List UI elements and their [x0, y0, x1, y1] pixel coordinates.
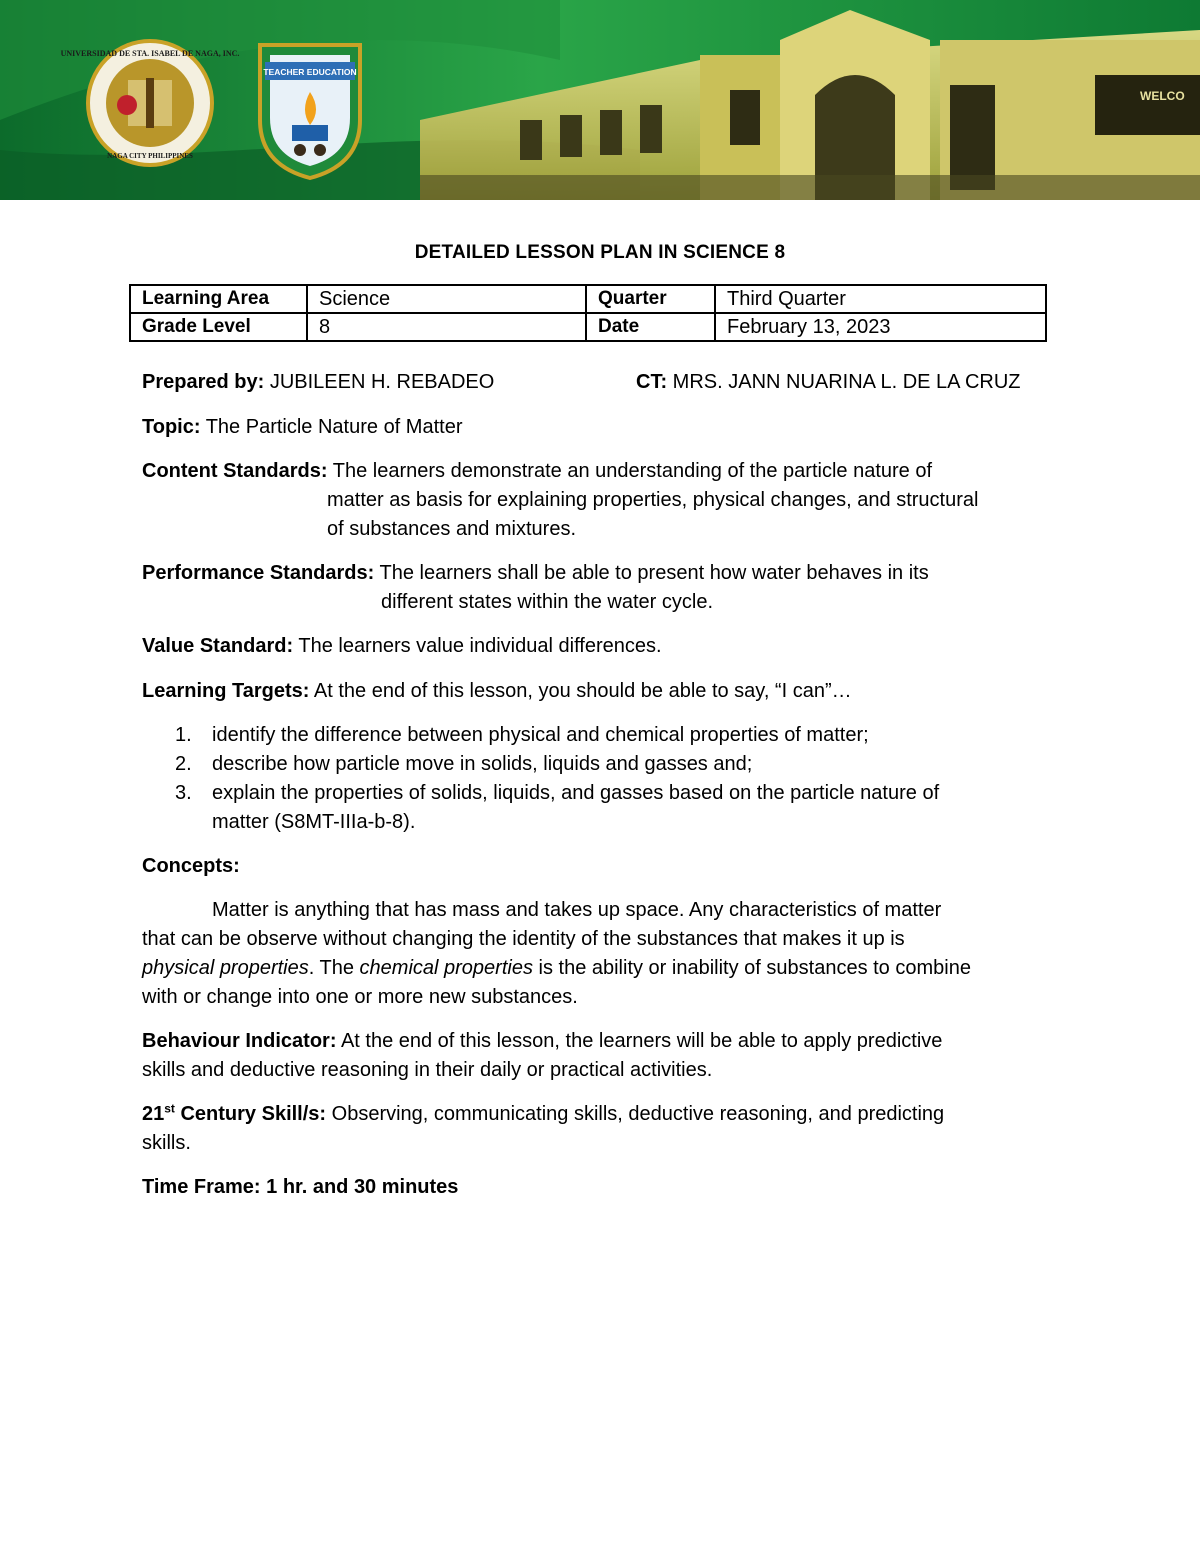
table-cell-label: Quarter — [586, 285, 715, 313]
teacher-education-seal-logo — [260, 45, 360, 178]
building-sign-text: WELCO — [1140, 89, 1185, 103]
concepts-line-3-rest: is the ability or inability of substances to combine — [532, 957, 971, 979]
value-standard-line — [142, 632, 662, 661]
info-table — [129, 284, 1047, 342]
time-frame-line — [142, 1173, 458, 1202]
performance-standards-line — [142, 559, 929, 588]
learning-targets-list — [142, 721, 1042, 837]
list-item-text: identify the difference between physical and chemical properties of matter; — [212, 724, 869, 746]
list-item — [142, 721, 1042, 750]
learning-targets-line — [142, 677, 852, 706]
century-skills-label — [142, 1103, 326, 1125]
list-item-text: explain the properties of solids, liquids, and gasses based on the particle nature of — [212, 782, 940, 804]
ct-value: MRS. JANN NUARINA L. DE LA CRUZ — [667, 371, 1021, 393]
performance-standards-label: Performance Standards: — [142, 562, 375, 584]
topic-label: Topic: — [142, 416, 201, 438]
table-cell-label: Grade Level — [130, 313, 307, 341]
century-number: 21 — [142, 1103, 165, 1125]
table-row — [130, 313, 1046, 341]
list-item-text-continued: matter (S8MT-IIIa-b-8). — [212, 811, 416, 833]
content-standards-label: Content Standards: — [142, 460, 328, 482]
century-skills-line-2: skills. — [142, 1132, 191, 1154]
ct-label: CT: — [636, 371, 668, 393]
behaviour-indicator-text: At the end of this lesson, the learners will be able to apply predictive — [336, 1030, 943, 1052]
century-skills-text: Observing, communicating skills, deductive reasoning, and predicting — [326, 1103, 945, 1125]
document-title: DETAILED LESSON PLAN IN SCIENCE 8 — [414, 242, 786, 263]
concepts-line-3 — [142, 954, 971, 983]
list-item-number: 2. — [175, 753, 192, 775]
time-frame-label: Time Frame: — [142, 1176, 261, 1198]
table-cell-label: Date — [586, 313, 715, 341]
table-cell-value: Science — [307, 285, 586, 313]
topic-value: The Particle Nature of Matter — [200, 416, 463, 438]
list-item-number: 3. — [175, 782, 192, 804]
concepts-term-chemical: chemical properties — [359, 957, 533, 979]
seal-university-name: UNIVERSIDAD DE STA. ISABEL DE NAGA, INC. — [60, 49, 240, 58]
learning-targets-intro: At the end of this lesson, you should be able to say, “I can”… — [309, 680, 852, 702]
value-standard-text: The learners value individual differences. — [293, 635, 662, 657]
table-cell-value: February 13, 2023 — [715, 313, 1046, 341]
concepts-line-4: with or change into one or more new substances. — [142, 986, 578, 1008]
header-banner — [0, 0, 1200, 200]
behaviour-indicator-line-2: skills and deductive reasoning in their daily or practical activities. — [142, 1059, 713, 1081]
concepts-term-physical: physical properties — [142, 957, 309, 979]
prepared-by-label: Prepared by: — [142, 371, 265, 393]
content-standards-text: The learners demonstrate an understanding of the particle nature of — [327, 460, 933, 482]
topic-line — [142, 413, 462, 442]
prepared-by-line — [142, 368, 494, 397]
table-cell-value: 8 — [307, 313, 586, 341]
century-label-text: Century Skill/s: — [174, 1103, 327, 1125]
value-standard-label: Value Standard: — [142, 635, 294, 657]
prepared-by-value: JUBILEEN H. REBADEO — [264, 371, 495, 393]
content-standards-line-2: matter as basis for explaining properties, physical changes, and structural — [327, 489, 979, 511]
content-standards-line — [142, 457, 932, 486]
behaviour-indicator-label: Behaviour Indicator: — [142, 1030, 337, 1052]
seal-university-city: NAGA CITY PHILIPPINES — [107, 152, 193, 160]
table-row — [130, 285, 1046, 313]
list-item — [142, 779, 1042, 837]
learning-targets-label: Learning Targets: — [142, 680, 310, 702]
ct-line — [636, 368, 1021, 397]
performance-standards-line-2: different states within the water cycle. — [381, 591, 714, 613]
list-item-text: describe how particle move in solids, liquids and gasses and; — [212, 753, 753, 775]
banner-graphic — [0, 0, 1200, 200]
seal-college-text: TEACHER EDUCATION — [263, 67, 357, 77]
performance-standards-text: The learners shall be able to present how water behaves in its — [374, 562, 929, 584]
behaviour-indicator-line — [142, 1027, 942, 1056]
concepts-line-1: Matter is anything that has mass and takes up space. Any characteristics of matter — [212, 899, 942, 921]
concepts-mid: . The — [308, 957, 360, 979]
list-item-number: 1. — [175, 724, 192, 746]
concepts-heading: Concepts: — [142, 855, 240, 877]
table-cell-value: Third Quarter — [715, 285, 1046, 313]
list-item — [142, 750, 1042, 779]
century-superscript: st — [164, 1101, 175, 1116]
time-frame-value: 1 hr. and 30 minutes — [260, 1176, 459, 1198]
concepts-line-2: that can be observe without changing the identity of the substances that makes it up is — [142, 928, 905, 950]
century-skills-line — [142, 1100, 944, 1129]
content-standards-line-3: of substances and mixtures. — [327, 518, 577, 540]
table-cell-label: Learning Area — [130, 285, 307, 313]
